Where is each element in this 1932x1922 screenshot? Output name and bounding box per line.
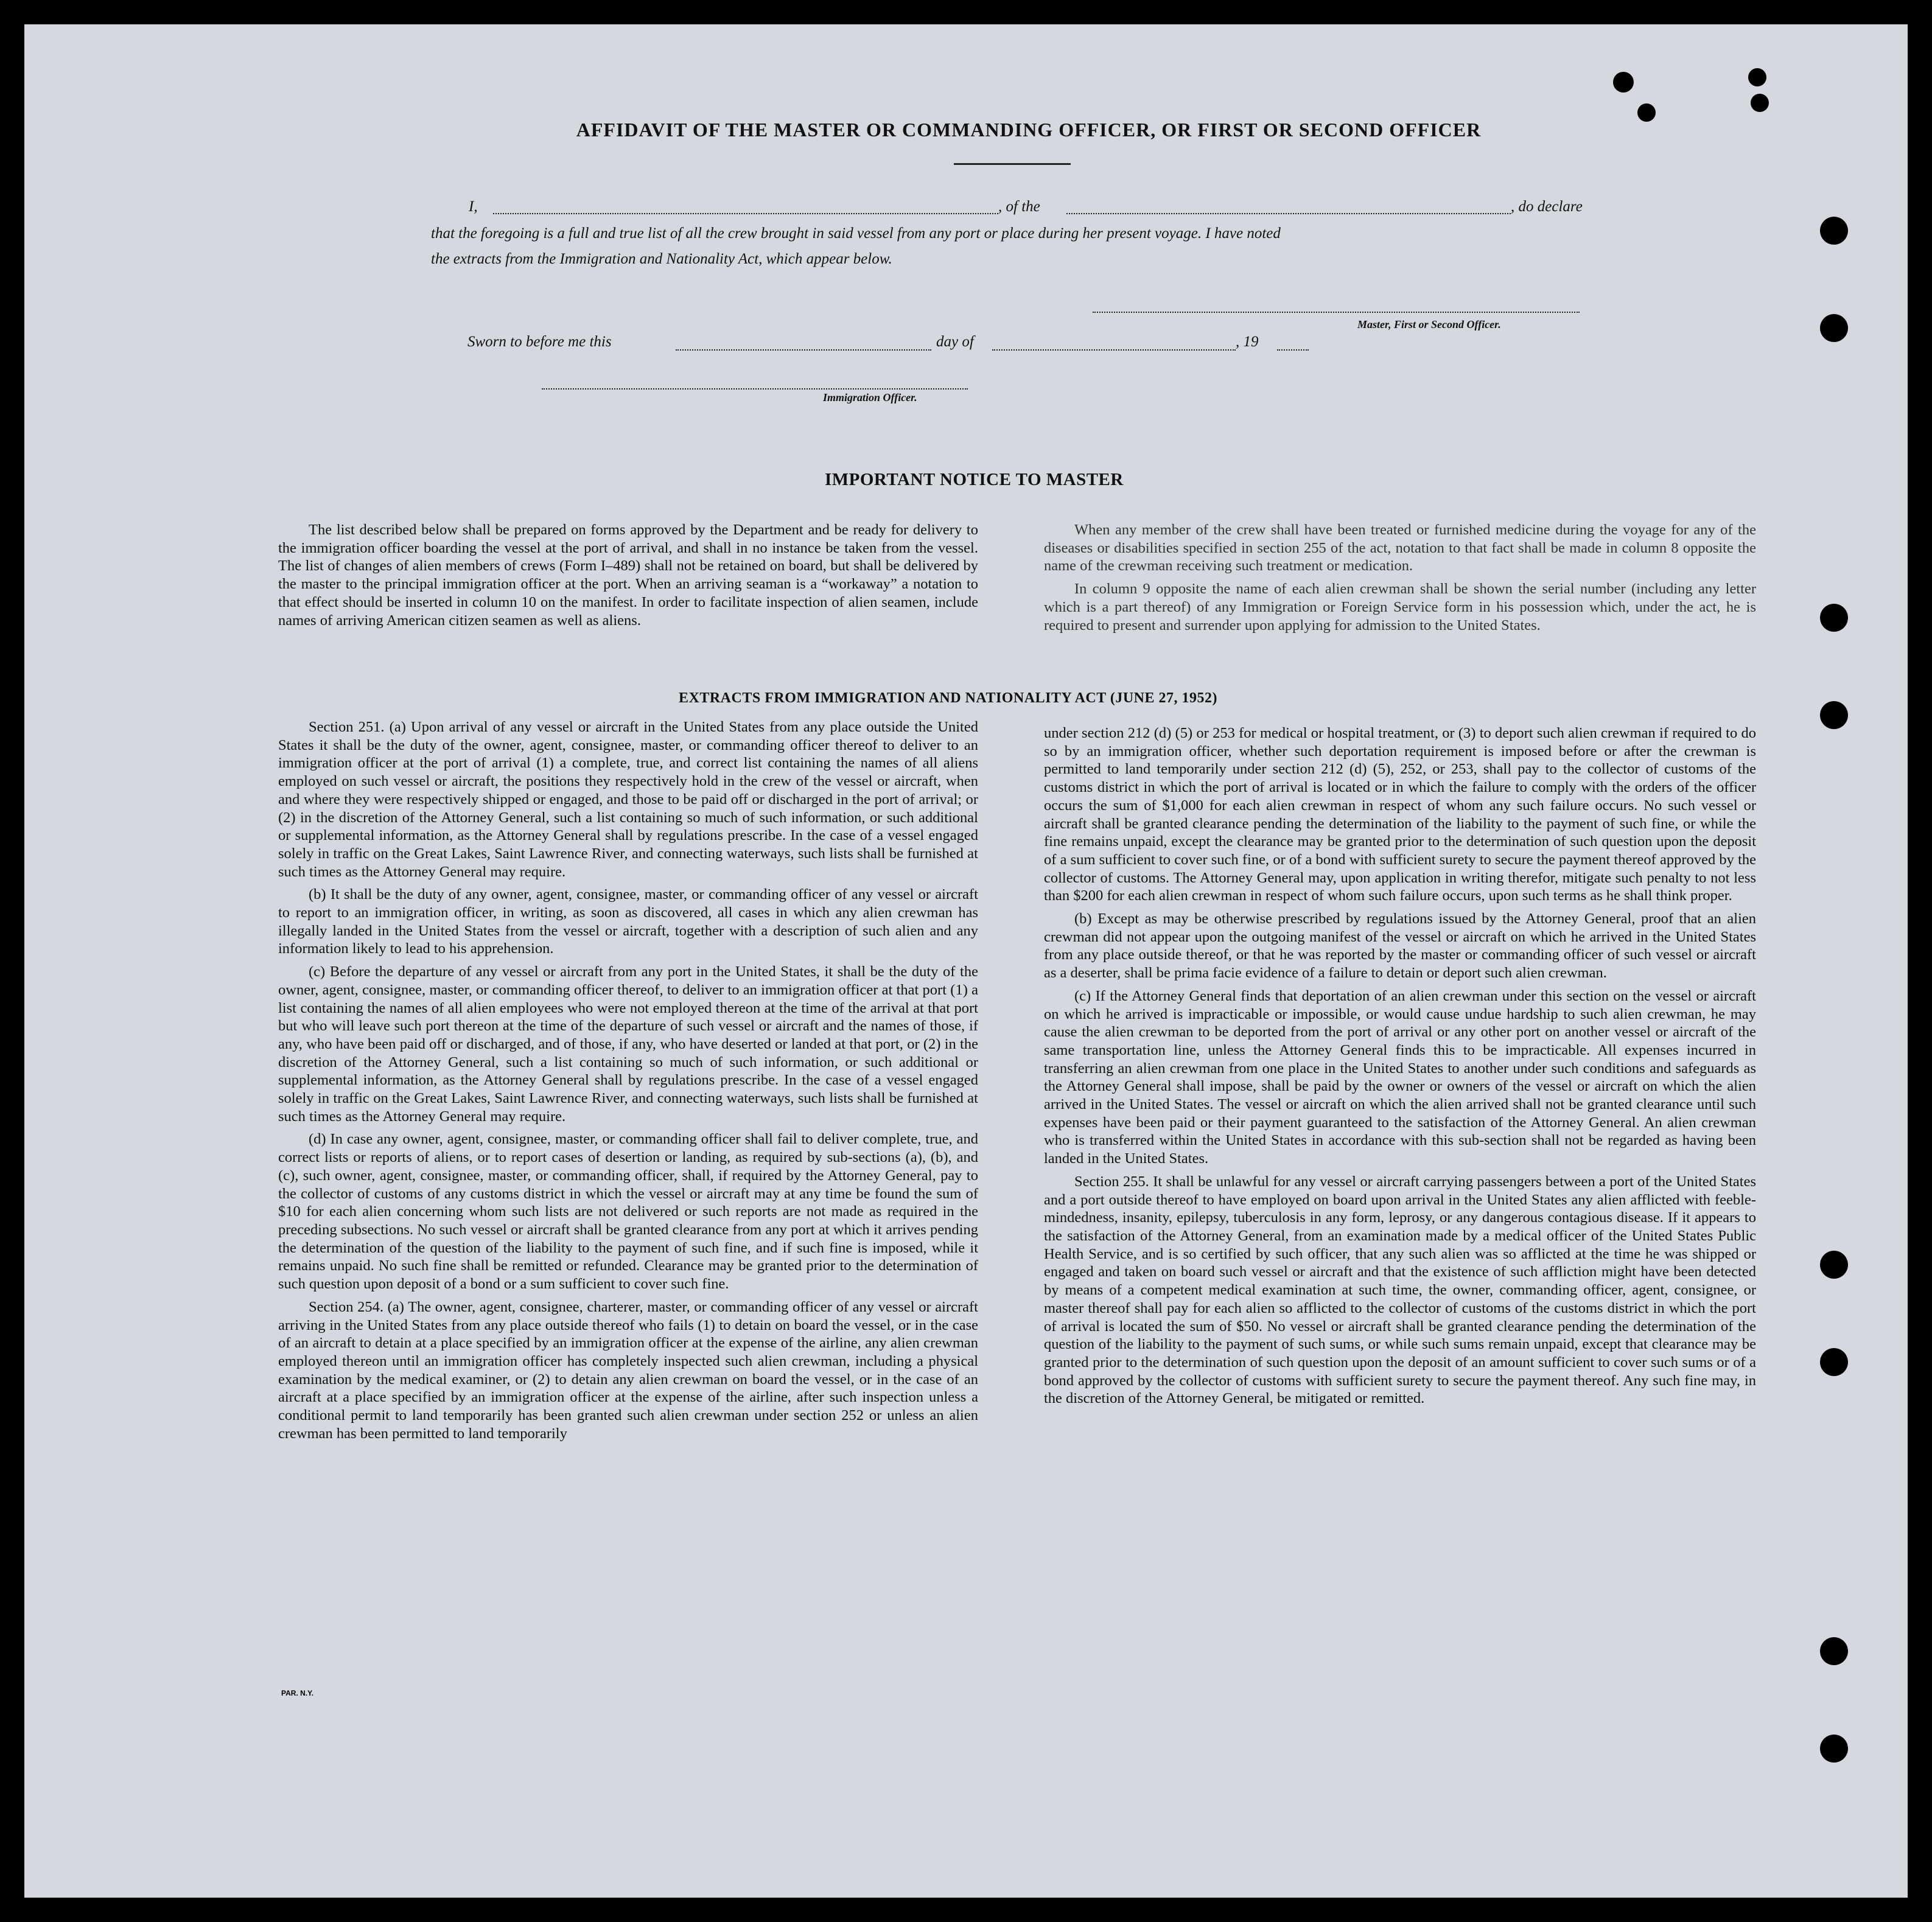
printer-mark: PAR. N.Y.	[281, 1689, 314, 1697]
sworn-year-field[interactable]	[1277, 349, 1309, 351]
sworn-month-field[interactable]	[992, 349, 1236, 351]
notice-right-column	[1044, 521, 1756, 634]
declaration-text-2: the extracts from the Immigration and Nationality Act, which appear below.	[431, 251, 892, 267]
staple-hole	[1613, 72, 1634, 93]
master-signature-label: Master, First or Second Officer.	[1357, 318, 1501, 330]
officer-signature-line[interactable]	[542, 388, 968, 390]
do-declare-label: , do declare	[1511, 198, 1583, 215]
section-251a: Section 251. (a) Upon arrival of any vessel or aircraft in the United States from any place outside the United States it shall be the duty of the owner, agent, consignee, master, or commanding officer thereof to deliver to an immigration officer at the port of arrival (1) a complete, true, and correct list containing the names of all aliens employed on such vessel or aircraft, the positions they respectively hold in the crew of the vessel or aircraft, when and where they were respectively shipped or engaged, and those to be paid off or discharged in the port of arrival; or (2) in the discretion of the Attorney General, such a list containing so much of such information, or such additional or supplemental information, as the Attorney General shall by regulations prescribe. In the case of a vessel engaged solely in traffic on the Great Lakes, Saint Lawrence River, and connecting waterways, such lists shall be furnished at such times as the Attorney General may require.	[278, 719, 978, 880]
declaration-text: that the foregoing is a full and true list of all the crew brought in said vessel from any port or place during her present voyage. I have noted	[431, 225, 1281, 242]
staple-hole	[1748, 68, 1766, 86]
staple-hole	[1751, 94, 1769, 112]
section-251c: (c) Before the departure of any vessel or aircraft from any port in the United States, it shall be the duty of the owner, agent, consignee, master, or commanding officer thereof, to deliver to an immigration officer at that port (1) a list containing the names of all alien employees who were not employed thereon at the time of the arrival at that port but who will leave such port thereon at the time of the departure of such vessel or aircraft and the names of those, if any, who have been paid off or discharged, and of those, if any, who have deserted or landed at that port, or (2) in the discretion of the Attorney General, such a list containing so much of such information, or such additional or supplemental information, as the Attorney General shall by regulations prescribe. In the case of a vessel engaged solely in traffic on the Great Lakes, Saint Lawrence River, and connecting waterways, such lists shall be furnished at such times as the Attorney General may require.	[278, 963, 978, 1125]
section-254a: Section 254. (a) The owner, agent, consignee, charterer, master, or commanding officer of any vessel or aircraft arriving in the United States from any place outside thereof who fails (1) to detain on board the vessel, or in the case of an aircraft to detain at a place specified by an immigration officer at the expense of the airline, any alien crewman employed thereon until an immigration officer has completely inspected such alien crewman, including a physical examination by the medical examiner, or (2) to detain any alien crewman on board the vessel, or in the case of an aircraft at a place specified by an immigration officer at the expense of the airline, after such inspection unless a conditional permit to land temporarily has been granted such alien crewman under section 252 or unless an alien crewman has been permitted to land temporarily	[278, 1298, 978, 1442]
punch-hole	[1820, 701, 1848, 729]
section-254b: (b) Except as may be otherwise prescribed by regulations issued by the Attorney General, proof that an alien crewman did not appear upon the outgoing manifest of the vessel or aircraft on which he arrived in the United States from any place outside thereof, or that he was reported by the master or commanding officer of such vessel or aircraft as a deserter, shall be prima facie evidence of a failure to detain or deport such alien crewman.	[1044, 910, 1756, 982]
section-254a-cont: under section 212 (d) (5) or 253 for medical or hospital treatment, or (3) to deport such alien crewman if required to do so by an immigration officer, whether such deportation requirement is imposed before or after the crewman is permitted to land temporarily under section 212 (d) (5), 252, or 253, shall pay to the collector of customs of the customs district in which the port of arrival is located or in which the failure to comply with the orders of the officer occurs the sum of $1,000 for each alien crewman in respect of whom any such failure occurs. No such vessel or aircraft shall be granted clearance pending the determination of the liability to the payment of such fine, or while the fine remains unpaid, except the clearance may be granted prior to the determination of such question upon the deposit of a sum sufficient to cover such fine, or of a bond with sufficient surety to secure the payment thereof approved by the collector of customs. The Attorney General may, upon application in writing therefor, mitigate such penalty to not less than $200 for each alien crewman in respect of whom such failure occurs, upon such terms as he shall think proper.	[1044, 725, 1756, 904]
notice-right-paragraph-1: When any member of the crew shall have been treated or furnished medicine during the voyage for any of the diseases or disabilities specified in section 255 of the act, notation to that fact shall be made in column 8 opposite the name of the crewman receiving such treatment or medication.	[1044, 522, 1756, 575]
day-of-label: day of	[936, 334, 974, 350]
notice-left-paragraph: The list described below shall be prepared on forms approved by the Department and be ready for delivery to the immigration officer boarding the vessel at the port of arrival, and shall in no instance be taken from the vessel. The list of changes of alien members of crews (Form I–489) shall not be retained on board, but shall be delivered by the master to the principal immigration officer at the port. When an arriving seaman is a “workaway” a notation to that effect should be inserted in column 10 on the manifest. In order to facilitate inspection of alien seamen, include names of arriving American citizen seamen as well as aliens.	[278, 522, 978, 629]
notice-left-column	[278, 521, 978, 629]
year-label: , 19	[1236, 334, 1259, 350]
punch-hole	[1820, 604, 1848, 632]
notice-right-paragraph-2: In column 9 opposite the name of each alien crewman shall be shown the serial number (including any letter which is a part thereof) of any Immigration or Foreign Service form in his possession which, under the act, he is required to present and surrender upon applying for admission to the United States.	[1044, 581, 1756, 634]
section-251d: (d) In case any owner, agent, consignee, master, or commanding officer shall fail to deliver complete, true, and correct lists or reports of aliens, or to report cases of desertion or landing, as required by sub-sections (a), (b), and (c), such owner, agent, consignee, master, or commanding officer, shall, if required by the Attorney General, pay to the collector of customs of any customs district in which the vessel or aircraft may at any time be found the sum of $10 for each alien concerning whom such lists are not delivered or such reports are not made as required in the preceding subsections. No such vessel or aircraft shall be granted clearance from any port at which it arrives pending the determination of the question of the liability to the payment of such fine, and if such fine is imposed, while it remains unpaid. No such fine shall be remitted or refunded. Clearance may be granted prior to the determination of such question upon deposit of a bond or a sum sufficient to cover such fine.	[278, 1131, 978, 1293]
officer-signature-label: Immigration Officer.	[823, 391, 917, 404]
sworn-label: Sworn to before me this	[467, 334, 612, 350]
declarant-name-field[interactable]	[493, 213, 998, 214]
section-251b: (b) It shall be the duty of any owner, agent, consignee, master, or commanding officer of any vessel or aircraft to report to an immigration officer, in writing, as soon as discovered, all cases in which any alien crewman has illegally landed in the United States from the vessel or aircraft, together with a description of such alien and any information likely to lead to his apprehension.	[278, 886, 978, 957]
section-254c: (c) If the Attorney General finds that deportation of an alien crewman under this section on the vessel or aircraft on which he arrived is impracticable or impossible, or would cause undue hardship to such alien crewman, he may cause the alien crewman to be deported from the port of arrival or any other port on another vessel or aircraft of the same transportation line, unless the Attorney General finds this to be impracticable. All expenses incurred in transferring an alien crewman from one place in the United States to another under such conditions and safeguards as the Attorney General shall impose, shall be paid by the owner or owners of the vessel or aircraft on which the alien arrived in the United States. The vessel or aircraft on which the alien arrived shall not be granted clearance until such expenses have been paid or their payment guaranteed to the satisfaction of the Attorney General. An alien crewman who is transferred within the United States in accordance with this sub-section shall not be regarded as having been landed in the United States.	[1044, 987, 1756, 1167]
title-rule	[954, 163, 1071, 165]
punch-hole	[1820, 1251, 1848, 1279]
punch-hole	[1820, 1735, 1848, 1763]
declarant-label: I,	[469, 198, 478, 215]
punch-hole	[1820, 217, 1848, 245]
extracts-right-column	[1044, 724, 1756, 1408]
section-255: Section 255. It shall be unlawful for any vessel or aircraft carrying passengers between a port of the United States and a port outside thereof to have employed on board upon arrival in the United States any alien afflicted with feeble-mindedness, insanity, epilepsy, tuberculosis in any form, leprosy, or any dangerous contagious disease. If it appears to the satisfaction of the Attorney General, from an examination made by a medical officer of the United States Public Health Service, and is so certified by such officer, that any such alien was so afflicted at the time he was shipped or engaged and taken on board such vessel or aircraft and that the existence of such affliction might have been detected by means of a competent medical examination at such time, the owner, commanding officer, agent, consignee, or master thereof shall pay for each alien so afflicted to the collector of customs of the customs district in which the port of arrival is located the sum of $50. No vessel or aircraft shall be granted clearance pending the determination of the question of the liability to the payment of such sums, or while such sums remain unpaid, except that clearance may be granted prior to the determination of such question upon the deposit of an amount sufficient to cover such sums or of a bond approved by the collector of customs with sufficient surety to secure the payment thereof. Any such fine may, in the discretion of the Attorney General, be mitigated or remitted.	[1044, 1173, 1756, 1407]
of-the-label: , of the	[998, 198, 1040, 215]
notice-title: IMPORTANT NOTICE TO MASTER	[825, 470, 1124, 489]
sworn-day-field[interactable]	[676, 349, 931, 351]
extracts-title: EXTRACTS FROM IMMIGRATION AND NATIONALITY ACT (JUNE 27, 1952)	[679, 690, 1217, 706]
punch-hole	[1820, 314, 1848, 342]
form-page	[24, 24, 1908, 1898]
punch-hole	[1820, 1637, 1848, 1665]
vessel-name-field[interactable]	[1066, 213, 1511, 214]
master-signature-line[interactable]	[1093, 312, 1580, 313]
extracts-left-column	[278, 718, 978, 1442]
punch-hole	[1820, 1348, 1848, 1376]
affidavit-title: AFFIDAVIT OF THE MASTER OR COMMANDING OFFICER, OR FIRST OR SECOND OFFICER	[576, 119, 1482, 141]
